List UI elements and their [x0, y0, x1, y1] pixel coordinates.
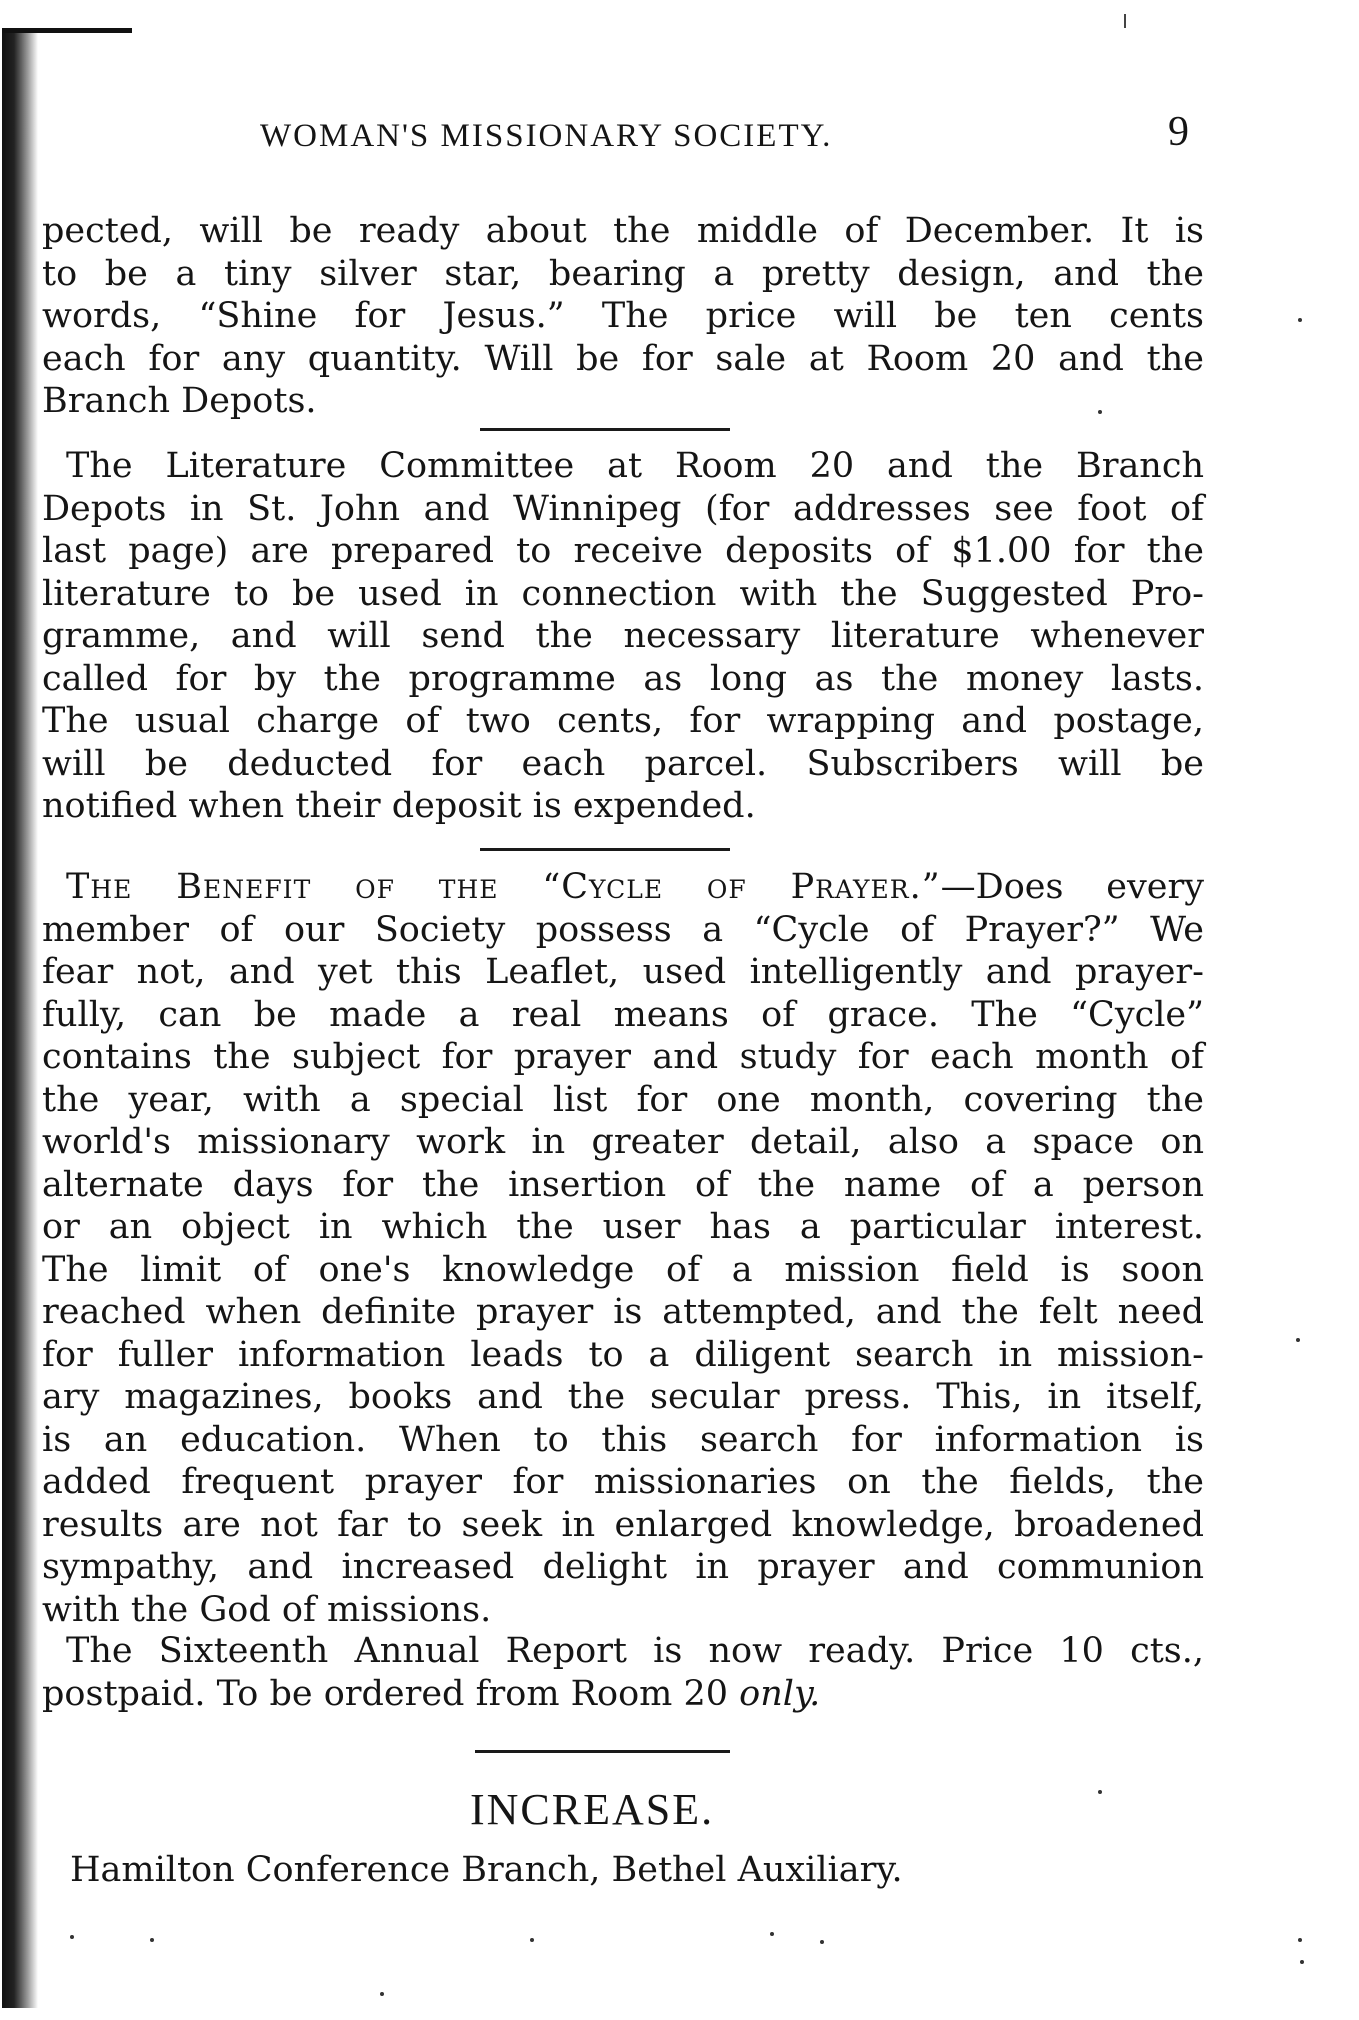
text-line: member of our Society possess a “Cycle of Prayer?” We — [42, 909, 1204, 950]
scan-speck — [1298, 1938, 1302, 1942]
section-rule — [475, 1750, 730, 1753]
scan-speck — [770, 1932, 774, 1936]
scan-mark — [1124, 14, 1126, 28]
text-line: gramme, and will send the necessary literature whenever — [42, 616, 1204, 656]
text-line: literature to be used in connection with the Suggested Pro- — [42, 573, 1204, 614]
running-title: WOMAN'S MISSIONARY SOCIETY. — [260, 118, 833, 154]
section-heading: INCREASE. — [470, 1785, 715, 1834]
text-line: contains the subject for prayer and study for each month of — [42, 1037, 1204, 1077]
text-line: or an object in which the user has a particular interest. — [42, 1207, 1204, 1247]
binding-top-edge — [2, 28, 132, 33]
text-line: fully, can be made a real means of grace. The “Cycle” — [42, 994, 1204, 1035]
text-line: ary magazines, books and the secular press. This, in itself, — [42, 1377, 1204, 1417]
text-line: reached when definite prayer is attempted, and the felt need — [42, 1292, 1204, 1332]
text-line: alternate days for the insertion of the name of a person — [42, 1164, 1204, 1205]
section-rule — [480, 848, 730, 851]
text-line: to be a tiny silver star, bearing a pretty design, and the — [42, 253, 1204, 294]
scan-speck — [1298, 318, 1302, 322]
text-line: postpaid. To be ordered from Room 20 only. — [42, 1673, 821, 1714]
scan-speck — [530, 1938, 534, 1942]
section-rule — [480, 428, 730, 431]
scan-speck — [70, 1935, 74, 1939]
text-line: pected, will be ready about the middle of December. It is — [42, 211, 1204, 251]
text-line: sympathy, and increased delight in prayer and communion — [42, 1547, 1204, 1587]
text-line: Branch Depots. — [42, 381, 317, 421]
text-line: results are not far to seek in enlarged knowledge, broadened — [42, 1504, 1204, 1545]
binding-edge — [2, 28, 38, 2008]
text-line: for fuller information leads to a diligent search in mission- — [42, 1334, 1204, 1375]
scan-speck — [1098, 410, 1102, 414]
scan-speck — [1296, 1338, 1300, 1342]
paragraph-cycle-of-prayer — [42, 866, 1204, 1631]
scan-speck — [1098, 1790, 1102, 1794]
text-line: is an education. When to this search for information is — [42, 1419, 1204, 1460]
page-number: 9 — [1168, 109, 1189, 155]
text-line: with the God of missions. — [42, 1589, 492, 1630]
paragraph-literature-committee — [42, 445, 1204, 828]
text-line: The limit of one's knowledge of a mission field is soon — [42, 1249, 1204, 1290]
paragraph-annual-report — [42, 1630, 1204, 1715]
text-line: the year, with a special list for one month, covering the — [42, 1079, 1204, 1120]
scan-speck — [1300, 1960, 1304, 1964]
text-line: world's missionary work in greater detail, also a space on — [42, 1122, 1204, 1162]
text-line: The Sixteenth Annual Report is now ready. Price 10 cts., — [66, 1631, 1204, 1671]
text-line: notified when their deposit is expended. — [42, 786, 756, 826]
text-line: added frequent prayer for missionaries on the fields, the — [42, 1462, 1204, 1502]
text-line: will be deducted for each parcel. Subscribers will be — [42, 743, 1204, 784]
scan-speck — [820, 1940, 824, 1944]
text-line: Depots in St. John and Winnipeg (for addresses see foot of — [42, 488, 1204, 529]
text-line: last page) are prepared to receive deposits of $1.00 for the — [42, 531, 1204, 571]
text-line: The Benefit of the “Cycle of Prayer.”—Does every — [66, 867, 1205, 907]
text-line: words, “Shine for Jesus.” The price will be ten cents — [42, 296, 1204, 336]
paragraph-star-pin — [42, 210, 1204, 423]
emphasis-only: only. — [739, 1673, 821, 1714]
text-line: The Literature Committee at Room 20 and the Branch — [66, 446, 1204, 486]
text-line: fear not, and yet this Leaflet, used intelligently and prayer- — [42, 952, 1204, 992]
text-line: The usual charge of two cents, for wrapping and postage, — [42, 701, 1204, 741]
paragraph-lead-title: The Benefit of the “Cycle of Prayer.” — [66, 867, 941, 907]
scan-speck — [150, 1938, 154, 1942]
scan-speck — [380, 1992, 384, 1996]
branch-auxiliary-line: Hamilton Conference Branch, Bethel Auxiliary. — [70, 1850, 903, 1890]
text-line: called for by the programme as long as the money lasts. — [42, 658, 1204, 699]
text-line: each for any quantity. Will be for sale at Room 20 and the — [42, 338, 1204, 379]
